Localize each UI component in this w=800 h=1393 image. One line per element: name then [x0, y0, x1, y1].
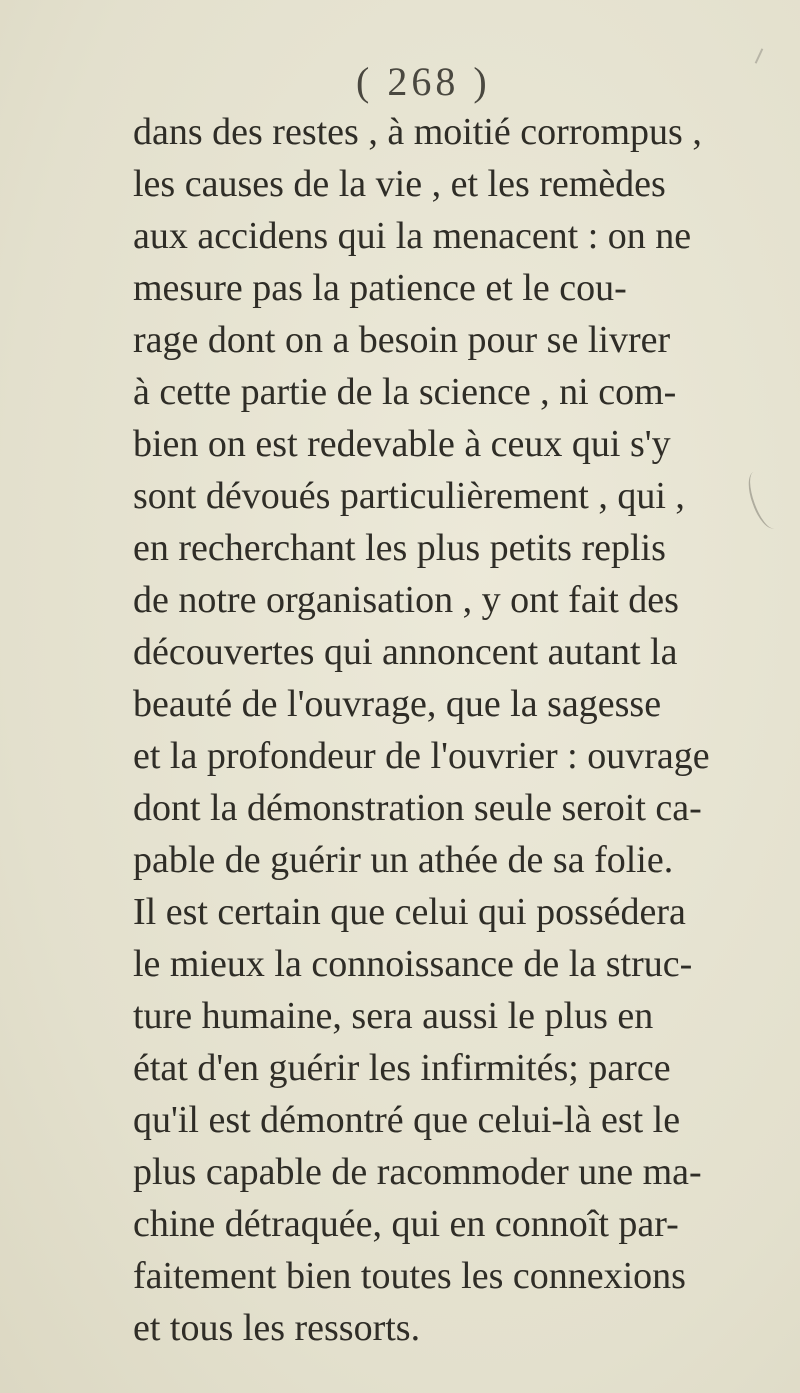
text-line: et tous les ressorts. — [133, 1307, 421, 1349]
text-line: de notre organisation , y ont fait des — [133, 579, 679, 621]
text-line: rage dont on a besoin pour se livrer — [133, 319, 671, 361]
text-line: beauté de l'ouvrage, que la sagesse — [133, 683, 662, 725]
text-line: le mieux la connoissance de la struc- — [133, 943, 693, 985]
text-line: ture humaine, sera aussi le plus en — [133, 995, 654, 1037]
text-line: aux accidens qui la menacent : on ne — [133, 215, 692, 257]
text-line: à cette partie de la science , ni com- — [133, 371, 677, 413]
text-line: plus capable de racommoder une ma- — [133, 1151, 702, 1193]
text-line: dont la démonstration seule seroit ca- — [133, 787, 702, 829]
text-line: bien on est redevable à ceux qui s'y — [133, 423, 671, 465]
text-line: pable de guérir un athée de sa folie. — [133, 839, 674, 881]
text-line: et la profondeur de l'ouvrier : ouvrage — [133, 735, 710, 777]
text-line: chine détraquée, qui en connoît par- — [133, 1203, 679, 1245]
text-line: en recherchant les plus petits replis — [133, 527, 666, 569]
text-line: mesure pas la patience et le cou- — [133, 267, 627, 309]
text-line: état d'en guérir les infirmités; parce — [133, 1047, 671, 1089]
text-line: les causes de la vie , et les remèdes — [133, 163, 666, 205]
text-line: découvertes qui annoncent autant la — [133, 631, 678, 673]
text-line: dans des restes , à moitié corrompus , — [133, 111, 702, 153]
text-line: Il est certain que celui qui possédera — [133, 891, 686, 933]
text-body — [133, 106, 793, 1354]
page-number: ( 268 ) — [356, 59, 491, 104]
text-line: faitement bien toutes les connexions — [133, 1255, 686, 1297]
corner-pencil-mark — [755, 48, 764, 63]
text-line: sont dévoués particulièrement , qui , — [133, 475, 685, 517]
text-line: qu'il est démontré que celui-là est le — [133, 1099, 681, 1141]
